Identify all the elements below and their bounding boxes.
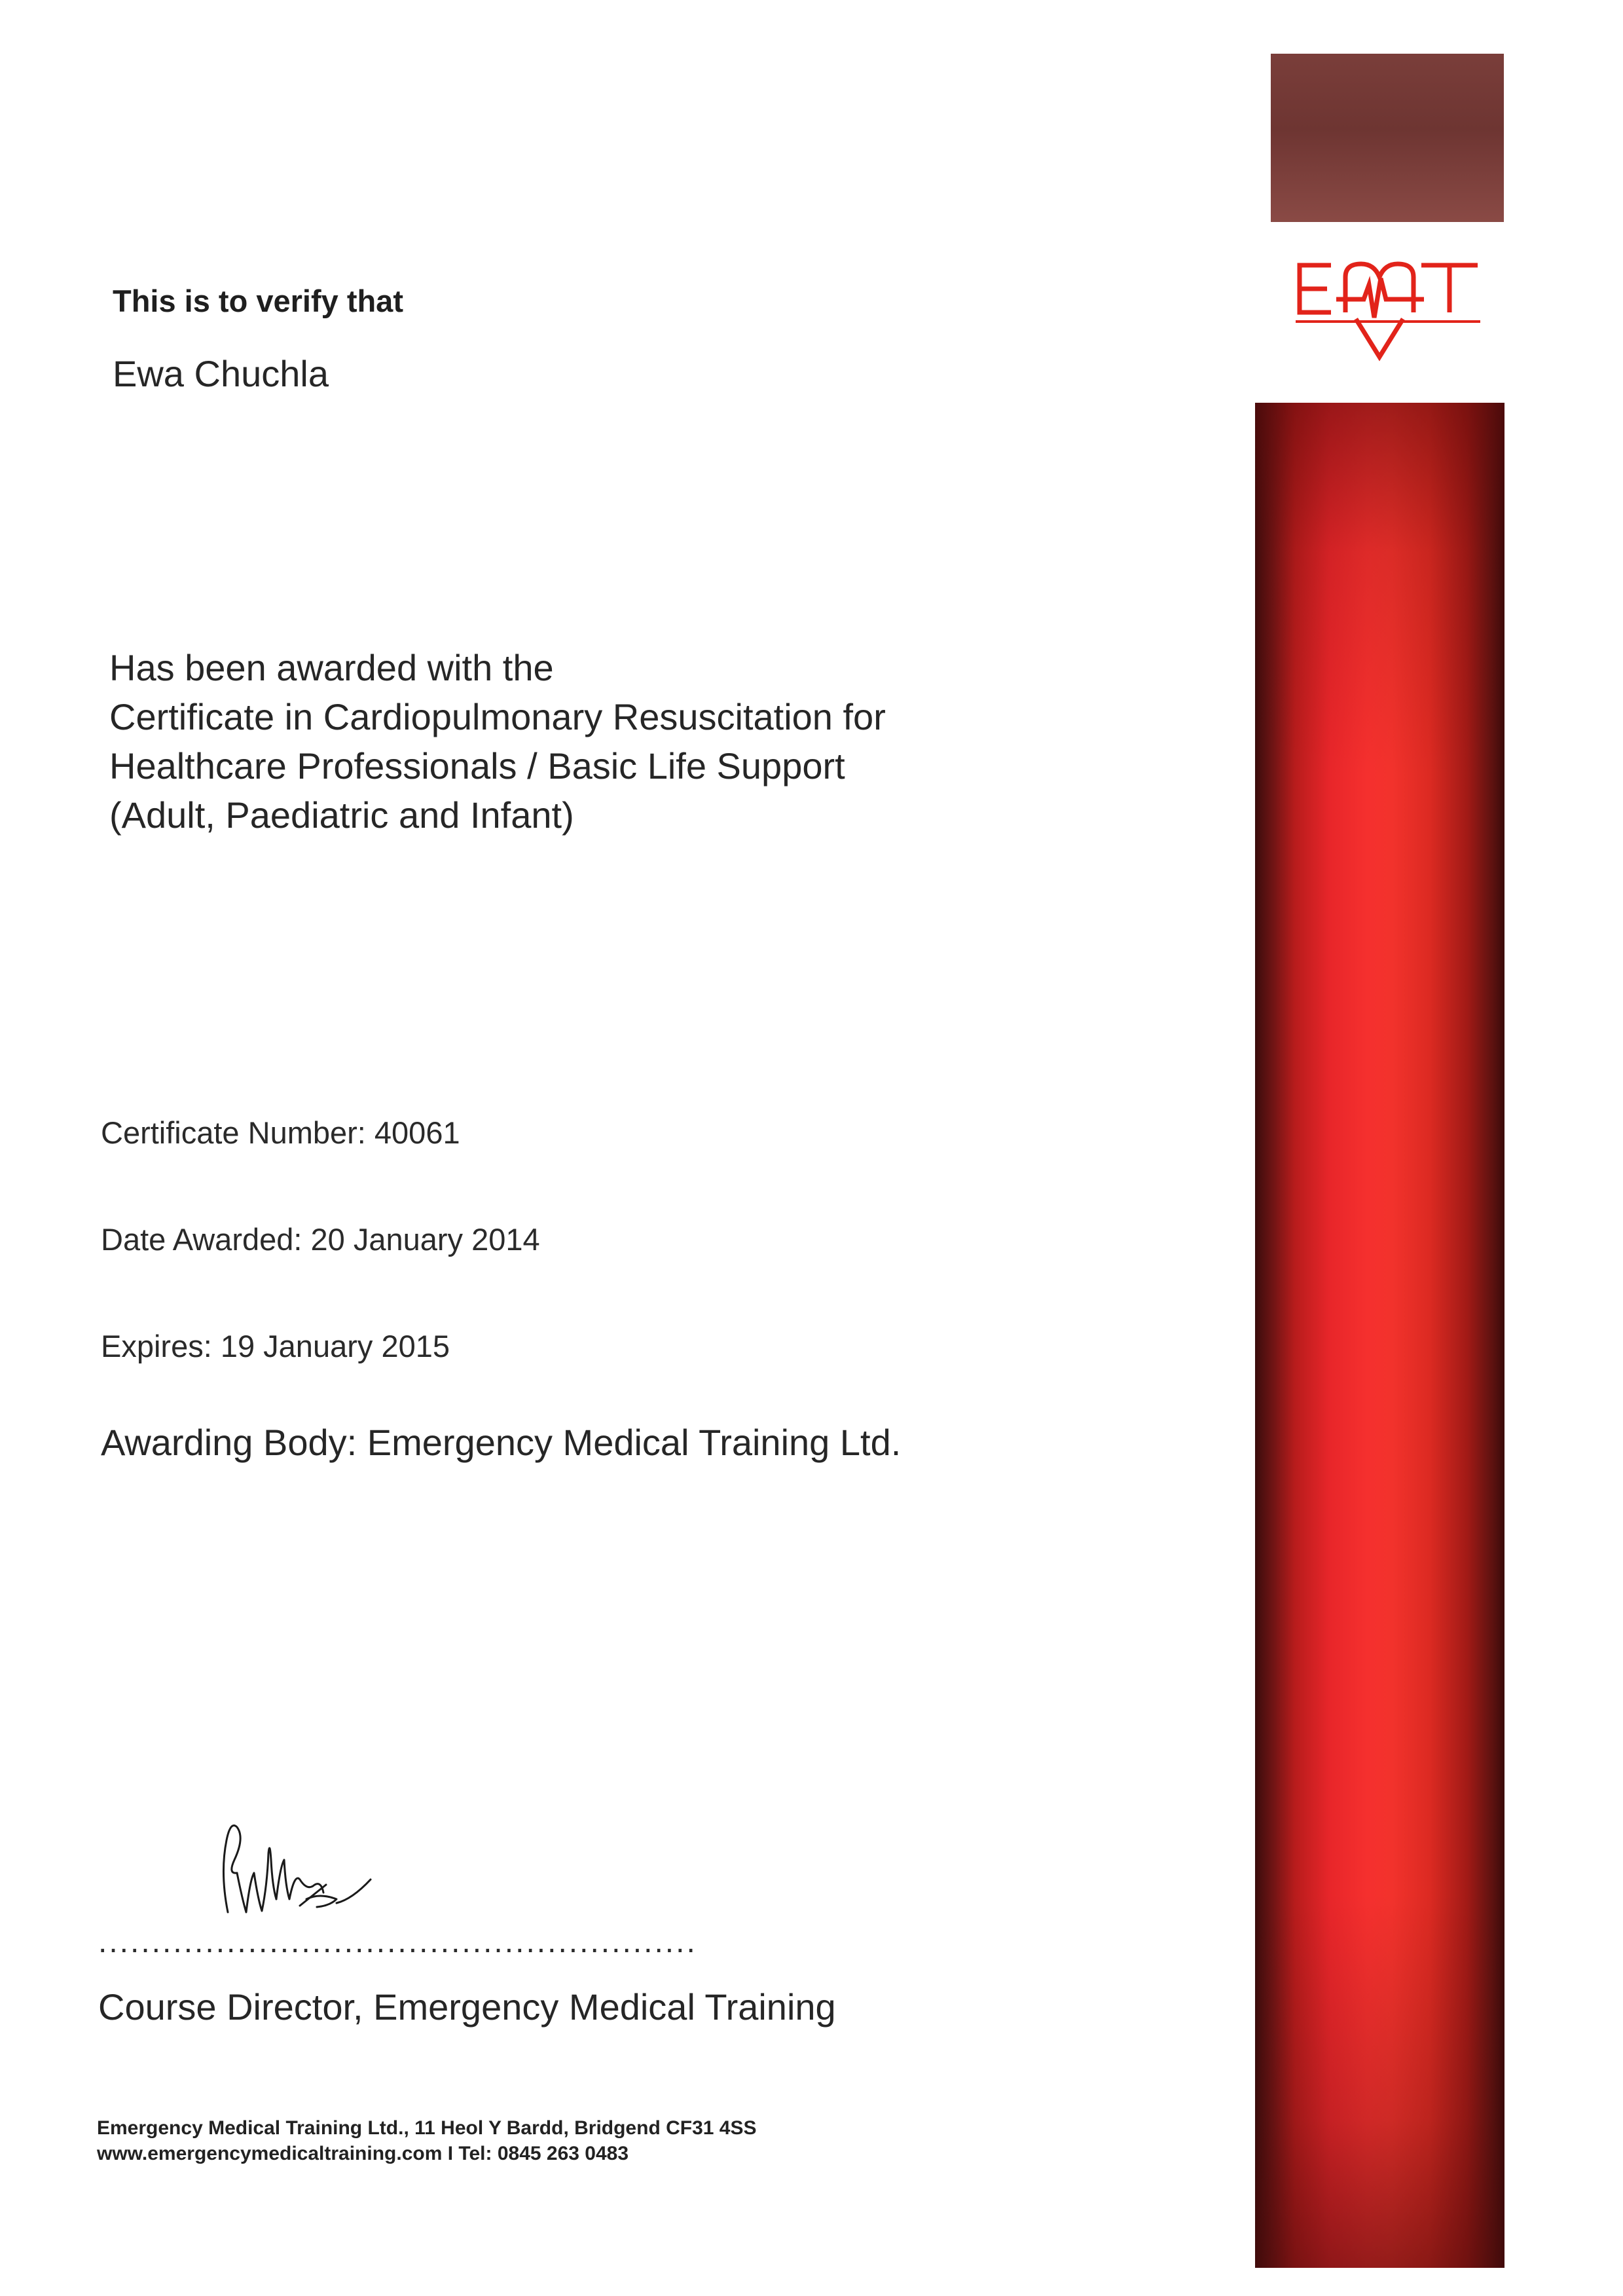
award-line: Certificate in Cardiopulmonary Resuscitation for <box>109 696 886 737</box>
expiry-date: Expires: 19 January 2015 <box>101 1329 450 1363</box>
signature <box>208 1801 405 1932</box>
certificate-number: Certificate Number: 40061 <box>101 1115 460 1150</box>
footer-address: Emergency Medical Training Ltd., 11 Heol Y Bardd, Bridgend CF31 4SS <box>97 2117 757 2139</box>
signature-dotted-line: ........................................................ <box>98 1925 697 1959</box>
date-awarded: Date Awarded: 20 January 2014 <box>101 1222 540 1257</box>
recipient-name: Ewa Chuchla <box>113 353 329 394</box>
awarding-body: Awarding Body: Emergency Medical Training Ltd. <box>101 1422 902 1463</box>
footer-contact: www.emergencymedicaltraining.com I Tel: 0845 263 0483 <box>97 2143 629 2164</box>
award-line: Has been awarded with the <box>109 647 554 688</box>
award-description <box>109 643 886 840</box>
signatory-role: Course Director, Emergency Medical Training <box>98 1986 836 2028</box>
award-line: Healthcare Professionals / Basic Life Support <box>109 745 845 787</box>
emt-logo <box>1293 259 1483 383</box>
verify-heading: This is to verify that <box>113 284 403 318</box>
award-line: (Adult, Paediatric and Infant) <box>109 794 574 836</box>
red-gradient-bar <box>1255 403 1504 2268</box>
top-maroon-block <box>1271 54 1504 222</box>
